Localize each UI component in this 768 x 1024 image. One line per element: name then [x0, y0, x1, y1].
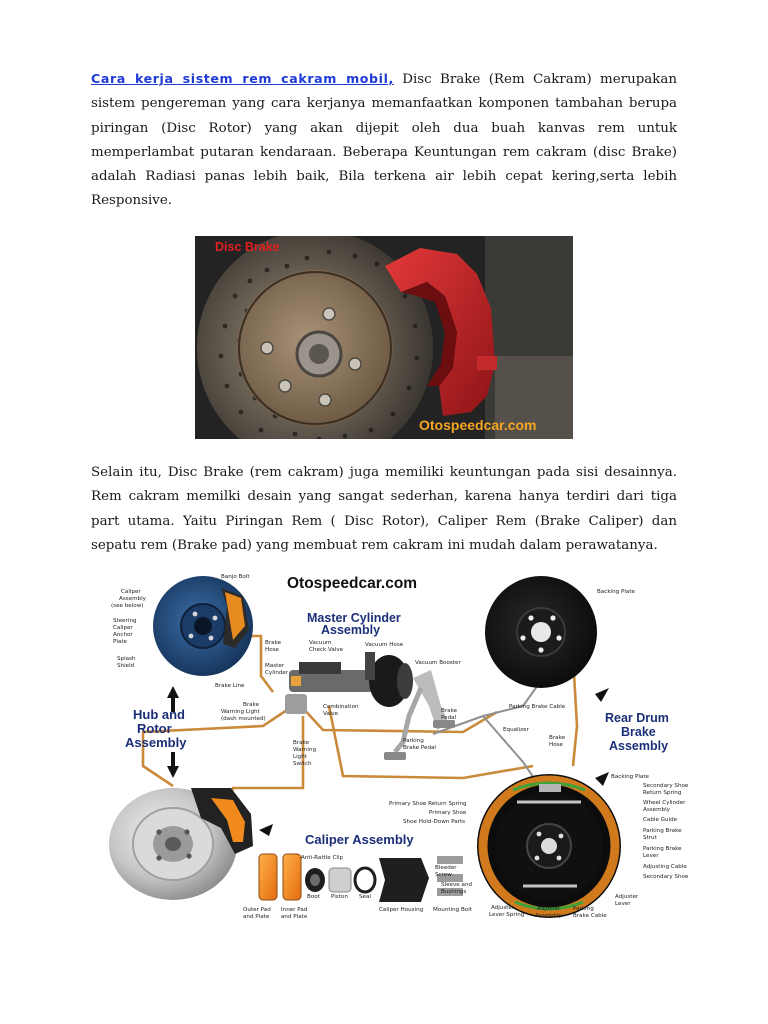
label-splash-shield-1: Splash [117, 656, 136, 662]
front-disc-rotor [109, 788, 253, 900]
label-brake-warning-light-1: Brake [243, 702, 260, 708]
label-vacuum-check-valve-2: Check Valve [309, 647, 344, 653]
front-hub-assembly [153, 576, 253, 676]
disc-brake-photo [195, 236, 573, 439]
intro-link[interactable]: Cara kerja sistem rem cakram mobil, [91, 71, 394, 86]
label-caliper-assembly-2: Assembly [119, 596, 146, 602]
label-rear-brake-hose-2: Hose [549, 742, 563, 748]
intro-paragraph [91, 67, 677, 214]
rear-drum-brake-assembly [477, 774, 621, 918]
label-brake-warning-switch-2: Warning [293, 747, 316, 753]
label-brake-hose-2: Hose [265, 647, 279, 653]
photo-watermark: Otospeedcar.com [419, 417, 537, 433]
section-hub-rotor-1: Hub and [133, 707, 185, 722]
label-primary-return: Primary Shoe Return Spring [389, 801, 467, 807]
label-adjuster-lever-2: Lever [615, 901, 631, 907]
label-caliper-housing: Caliper Housing [379, 907, 424, 913]
label-splash-shield-2: Shield [117, 663, 135, 669]
label-outer-pad-1: Outer Pad [243, 907, 271, 913]
label-brake-hose-1: Brake [265, 640, 282, 646]
rear-drum-backing-plate [485, 576, 597, 688]
label-bleeder-screw-2: Screw [435, 872, 452, 878]
label-cable-guide: Cable Guide [643, 817, 678, 823]
label-caliper-assembly-1: Caliper [121, 589, 141, 595]
section-hub-rotor-2: Rotor [137, 721, 172, 736]
section-hub-rotor-3: Assembly [125, 735, 187, 750]
label-brake-pedal-1: Brake [441, 708, 458, 714]
label-banjo-bolt: Banjo Bolt [221, 574, 250, 580]
label-inner-pad-1: Inner Pad [281, 907, 308, 913]
label-parking-brake-pedal-2: Brake Pedal [403, 745, 436, 751]
label-brake-line: Brake Line [215, 683, 245, 689]
label-piston: Piston [331, 894, 348, 900]
label-parking-brake-cable-b-1: Parking [573, 906, 594, 912]
photo-caption: Disc Brake [215, 240, 280, 254]
label-sleeve-bushings-1: Sleeve and [441, 882, 473, 888]
section-rear-drum-3: Assembly [609, 739, 669, 753]
label-parking-brake-cable: Parking Brake Cable [509, 704, 566, 710]
label-brake-warning-switch-4: Switch [293, 761, 312, 767]
section-master-cylinder-1: Master Cylinder [307, 611, 401, 625]
label-vacuum-hose: Vacuum Hose [365, 642, 404, 648]
label-steering-anchor-2: Caliper [113, 625, 133, 631]
label-wheel-cylinder-1: Wheel Cylinder [643, 800, 686, 806]
brake-system-diagram [103, 566, 693, 928]
label-secondary-return-1: Secondary Shoe [643, 783, 689, 789]
label-parking-brake-pedal-1: Parking [403, 738, 424, 744]
label-adjuster-lever-1: Adjuster [615, 894, 639, 900]
label-combination-valve-1: Combination [323, 704, 359, 710]
label-steering-anchor-3: Anchor [113, 632, 133, 638]
intro-text: Disc Brake (Rem Cakram) merupakan sistem pengereman yang cara kerjanya memanfaatkan komponen tambahan berupa piringan (Disc Rotor) yang akan dijepit oleh dua buah kanvas rem untuk memperlambat putaran kendaraan. Beberapa Keuntungan rem cakram (disc Brake) adalah Radiasi panas lebih baik, Bila terkena air lebih cepat kering,serta lebih Responsive. [91, 72, 677, 209]
label-master-cylinder-2: Cylinder [265, 670, 289, 676]
label-anti-rattle-clip: Anti-Rattle Clip [301, 855, 344, 861]
label-secondary-shoe: Secondary Shoe [643, 874, 689, 880]
label-master-cylinder-1: Master [265, 663, 285, 669]
label-boot: Boot [307, 894, 320, 900]
label-brake-warning-light-2: Warning Light [221, 709, 260, 715]
label-combination-valve-2: Valve [323, 711, 339, 717]
label-backing-plate: Backing Plate [611, 774, 649, 780]
label-parking-brake-strut-1: Parking Brake [643, 828, 682, 834]
section-master-cylinder-2: Assembly [321, 623, 381, 637]
disc-brake-photo-illustration [195, 236, 573, 439]
label-parking-brake-cable-b-2: Brake Cable [573, 913, 607, 919]
label-primary-shoe: Primary Shoe [429, 810, 467, 816]
label-adjuster-assembly-2: Assembly [535, 913, 562, 919]
label-rear-brake-hose-1: Brake [549, 735, 566, 741]
label-equalizer: Equalizer [503, 727, 529, 733]
label-brake-warning-light-3: (dash mounted) [221, 716, 266, 722]
section-rear-drum-1: Rear Drum [605, 711, 669, 725]
label-backing-plate-top: Backing Plate [597, 589, 635, 595]
label-adjuster-lever-spring-2: Lever Spring [489, 912, 525, 918]
label-mounting-bolt: Mounting Bolt [433, 907, 472, 913]
label-adjuster-lever-spring-1: Adjuster [491, 905, 515, 911]
brake-system-illustration [103, 566, 693, 928]
label-shoe-hold-down: Shoe Hold-Down Parts [403, 819, 466, 825]
label-brake-pedal-2: Pedal [441, 715, 457, 721]
label-brake-warning-switch-3: Light [293, 754, 307, 760]
label-parking-brake-strut-2: Strut [643, 835, 657, 841]
label-adjuster-assembly-1: Adjuster [537, 906, 561, 912]
label-brake-warning-switch-1: Brake [293, 740, 310, 746]
label-seal: Seal [359, 894, 371, 900]
label-inner-pad-2: and Plate [281, 914, 308, 920]
label-caliper-assembly-3: (see below) [111, 603, 144, 609]
label-secondary-return-2: Return Spring [643, 790, 682, 796]
master-cylinder-assembly [285, 652, 455, 760]
label-bleeder-screw-1: Bleeder [435, 865, 457, 871]
second-paragraph: Selain itu, Disc Brake (rem cakram) juga memiliki keuntungan pada sisi desainnya. Rem cakram memilki desain yang sangat sederhan, karena hanya terdiri dari tiga part utama. Yaitu Piringan Rem ( Disc Rotor), Caliper Rem (Brake Caliper) dan sepatu rem (Brake pad) yang membuat rem cakram ini mudah dalam perawatanya. [91, 465, 677, 553]
label-wheel-cylinder-2: Assembly [643, 807, 670, 813]
label-parking-brake-lever-1: Parking Brake [643, 846, 682, 852]
label-sleeve-bushings-2: Bushings [441, 889, 467, 895]
section-caliper-assembly: Caliper Assembly [305, 832, 414, 847]
label-steering-anchor-4: Plate [113, 639, 127, 645]
label-parking-brake-lever-2: Lever [643, 853, 659, 859]
label-vacuum-check-valve-1: Vacuum [309, 640, 332, 646]
diagram-watermark: Otospeedcar.com [287, 575, 418, 592]
label-adjusting-cable: Adjusting Cable [643, 864, 687, 870]
label-vacuum-booster: Vacuum Booster [415, 660, 461, 666]
label-steering-anchor-1: Steering [113, 618, 137, 624]
label-outer-pad-2: and Plate [243, 914, 270, 920]
section-rear-drum-2: Brake [621, 725, 656, 739]
